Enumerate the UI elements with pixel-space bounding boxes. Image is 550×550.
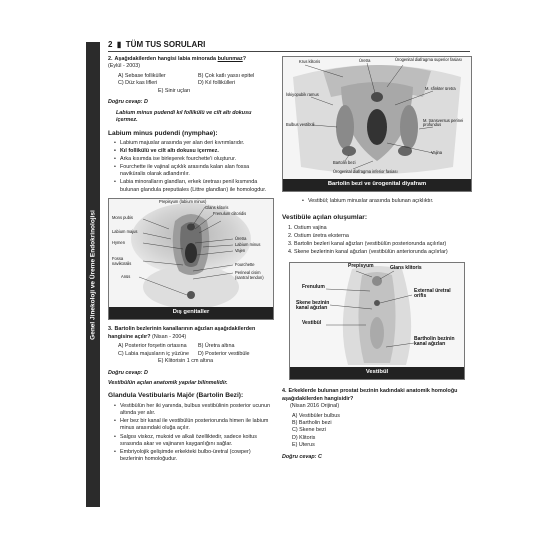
label-vestibul: Vestibül <box>302 320 322 327</box>
list-item: 3. Bartolin bezleri kanal ağızları (vestibülün posteriorunda açılırlar) <box>288 240 447 247</box>
vestibul-drawing <box>290 263 464 369</box>
question-3-note: Vestibülün açılan anatomik yapılar bilinmelidir. <box>108 379 228 386</box>
question-2-answer: Doğru cevap: D <box>108 99 148 106</box>
option-c: C) Düz kas lifleri <box>118 80 158 87</box>
label-frenulum: Frenulum clitoridis <box>213 211 247 217</box>
vestibul-illustration <box>290 263 464 368</box>
option-c: C) Skene bezi <box>292 427 326 434</box>
question-4-title: 4. Erkeklerde bulunan prostat bezinin kadındaki anatomik homoloğu aşağıdakilerden hangisidir? <box>282 388 458 402</box>
label-urethra: Üretra <box>359 58 371 63</box>
header-title: TÜM TUS SORULARI <box>125 40 206 49</box>
left-column <box>108 56 274 465</box>
list-item: • Her bez bir kanal ile vestibülün posteriorunda himen ile labium minus arasındaki oluğa açılır. <box>114 418 274 433</box>
page-header <box>108 40 470 52</box>
label-fossa: Fossa naviküralis <box>112 256 132 266</box>
option-e: E) Sinir uçları <box>158 87 191 94</box>
question-3-options <box>118 343 274 365</box>
label-sphincter: M. sfinkter üretra <box>425 86 456 91</box>
option-e: E) Uterus <box>292 442 315 449</box>
label-vagina: Vajina <box>431 150 443 155</box>
figure-caption: Vestibül <box>290 367 464 379</box>
list-item: • Vestibül; labium minuslar arasında bulunan açıklıktır. <box>302 198 472 205</box>
question-3-title: 3. Bartolin bezlerinin kanallarının ağızları aşağıdakilerden hangisine açılır? (Nisan - 2004) <box>108 326 256 340</box>
list-item: • Labia minoralların glandları, erkek üretrası penil kısmında bulunan glandula preputiales (Littre glandları) ile homologdur. <box>114 179 274 194</box>
label-ischiopubic: İskiyopubik ramus <box>286 92 319 97</box>
label-external-urethral: External üretral orifis <box>414 288 451 300</box>
glandula-bullets <box>114 403 274 464</box>
list-item: • Embriyolojik gelişimde erkekteki bulbo-üretral (cowper) bezlerinin homoloğudur. <box>114 449 274 464</box>
label-labium-majus: Labium majus <box>112 229 138 235</box>
glandula-heading: Glandula Vestibularis Majör (Bartolin Bezi): <box>108 392 244 400</box>
header-separator: ▮ <box>114 40 124 49</box>
figure-external-genitalia <box>108 198 274 320</box>
option-c: C) Labia majusların iç yüzüne <box>118 350 190 357</box>
label-glans: Glans klitoris <box>205 205 229 211</box>
label-bulbus: Bulbus vestibüli <box>286 122 315 127</box>
figure-caption: Bartolin bezi ve ürogenital diyafram <box>283 179 471 191</box>
label-bartolin: Bartolin bezi <box>333 160 356 165</box>
label-hymen: Hymen <box>112 240 125 246</box>
list-item: 2. Ostium üretra eksterna <box>288 232 349 239</box>
label-urodiaphragm-inferior: Ürogenital diafragma inferior fasiası <box>333 169 398 174</box>
question-2 <box>108 56 274 125</box>
question-3-answer: Doğru cevap: D <box>108 369 148 376</box>
label-perineal: Perineal cisim (santral tendon) <box>235 270 264 280</box>
figure-caption: Dış genitaller <box>109 307 273 319</box>
list-item: 1. Ostium vajina <box>288 224 327 231</box>
question-2-options <box>118 73 274 95</box>
label-prepuce: Prepisyum (labium minus) <box>159 199 207 205</box>
list-item: • Arka kısımda ise birleşerek fourchette'i oluşturur. <box>114 156 274 163</box>
label-transversus: M. transversus perinei profundus <box>423 118 464 128</box>
list-item: • Salgısı viskoz, mukoid ve alkali özelliktedir, sadece koitus sırasında akar ve vajinanın kayganlığını sağlar. <box>114 434 274 449</box>
question-2-source: (Eylül - 2003) <box>108 63 141 70</box>
labium-bullets <box>114 140 274 195</box>
question-4-source: (Nisan 2016 Orijinal) <box>290 403 340 410</box>
option-d: D) Kıl follikülleri <box>198 80 236 87</box>
option-d: D) Posterior vestibüle <box>198 350 250 357</box>
question-3 <box>108 326 274 387</box>
label-anus: Anüs <box>121 274 131 280</box>
vestibul-openings-heading: Vestibüle açılan oluşumlar: <box>282 214 368 222</box>
label-fourchette: Fourchette <box>235 262 255 268</box>
labium-heading: Labium minus pudendi (nymphae): <box>108 129 218 137</box>
list-item: • Vestibülün her iki yanında, bulbus vestibülinin posterior ucunun altında yer alır. <box>114 403 274 418</box>
label-urethra: Üretra <box>235 236 247 242</box>
vestibul-openings-list <box>288 225 472 257</box>
option-a: A) Sebase folliküller <box>118 72 166 79</box>
question-4 <box>282 388 472 461</box>
question-2-note: Labium minus pudendi kıl follikülü ve cilt altı dokusu içermez. <box>116 109 252 124</box>
chapter-sidebar <box>86 42 100 507</box>
label-bartholin: Bartholin bezinin kanal ağızları <box>414 336 455 348</box>
figure-vestibul <box>289 262 465 380</box>
option-a: A) Posterior forşetin ortasına <box>118 343 187 350</box>
option-a: A) Vestibüler bulbus <box>292 412 340 419</box>
label-urodiaphragm-superior: Ürogenital diafragma superior fasiası <box>395 57 462 62</box>
figure-bartolin <box>282 56 472 192</box>
chapter-title: Genel Jinekoloji ve Üreme Endokrinolojisi <box>89 209 97 340</box>
right-column <box>282 56 472 464</box>
label-labium-minus: Labium minus <box>235 242 261 248</box>
label-skene: Skene bezinin kanal ağızları <box>296 300 330 312</box>
question-2-title: 2. Aşağıdakilerden hangisi labia minorada bulunmaz? <box>108 56 247 62</box>
page-number: 2 <box>108 40 113 49</box>
label-prepuce: Prepisyum <box>348 263 374 270</box>
label-mons: Mons pubis <box>112 215 133 221</box>
label-frenulum: Frenulum <box>302 284 325 291</box>
list-item: • Kıl follikülü ve cilt altı dokusu içermez. <box>114 148 274 155</box>
option-b: B) Bartholin bezi <box>292 419 332 426</box>
list-item: • Fourchette ile vajinal açıklık arasında kalan alan fossa naviküralis olarak adlandırılır. <box>114 164 274 179</box>
option-b: B) Üretra altına <box>198 343 235 350</box>
question-4-answer: Doğru cevap: C <box>282 453 322 460</box>
option-d: D) Klitoris <box>292 434 316 441</box>
label-glans: Glans klitoris <box>390 265 422 272</box>
label-vagina: Vajen <box>235 248 246 254</box>
question-4-options <box>292 413 472 450</box>
list-item: • Labium majuslar arasında yer alan deri kıvrımlarıdır. <box>114 140 274 147</box>
label-crus: Krus klitoris <box>299 59 321 64</box>
list-item: 4. Skene bezlerinin kanal ağızları (vestibülün anteriorunda açılırlar) <box>288 248 448 255</box>
vestibul-definition <box>302 198 472 205</box>
option-b: B) Çok katlı yassı epitel <box>198 72 255 79</box>
option-e: E) Klitorisin 1 cm altına <box>158 358 214 365</box>
